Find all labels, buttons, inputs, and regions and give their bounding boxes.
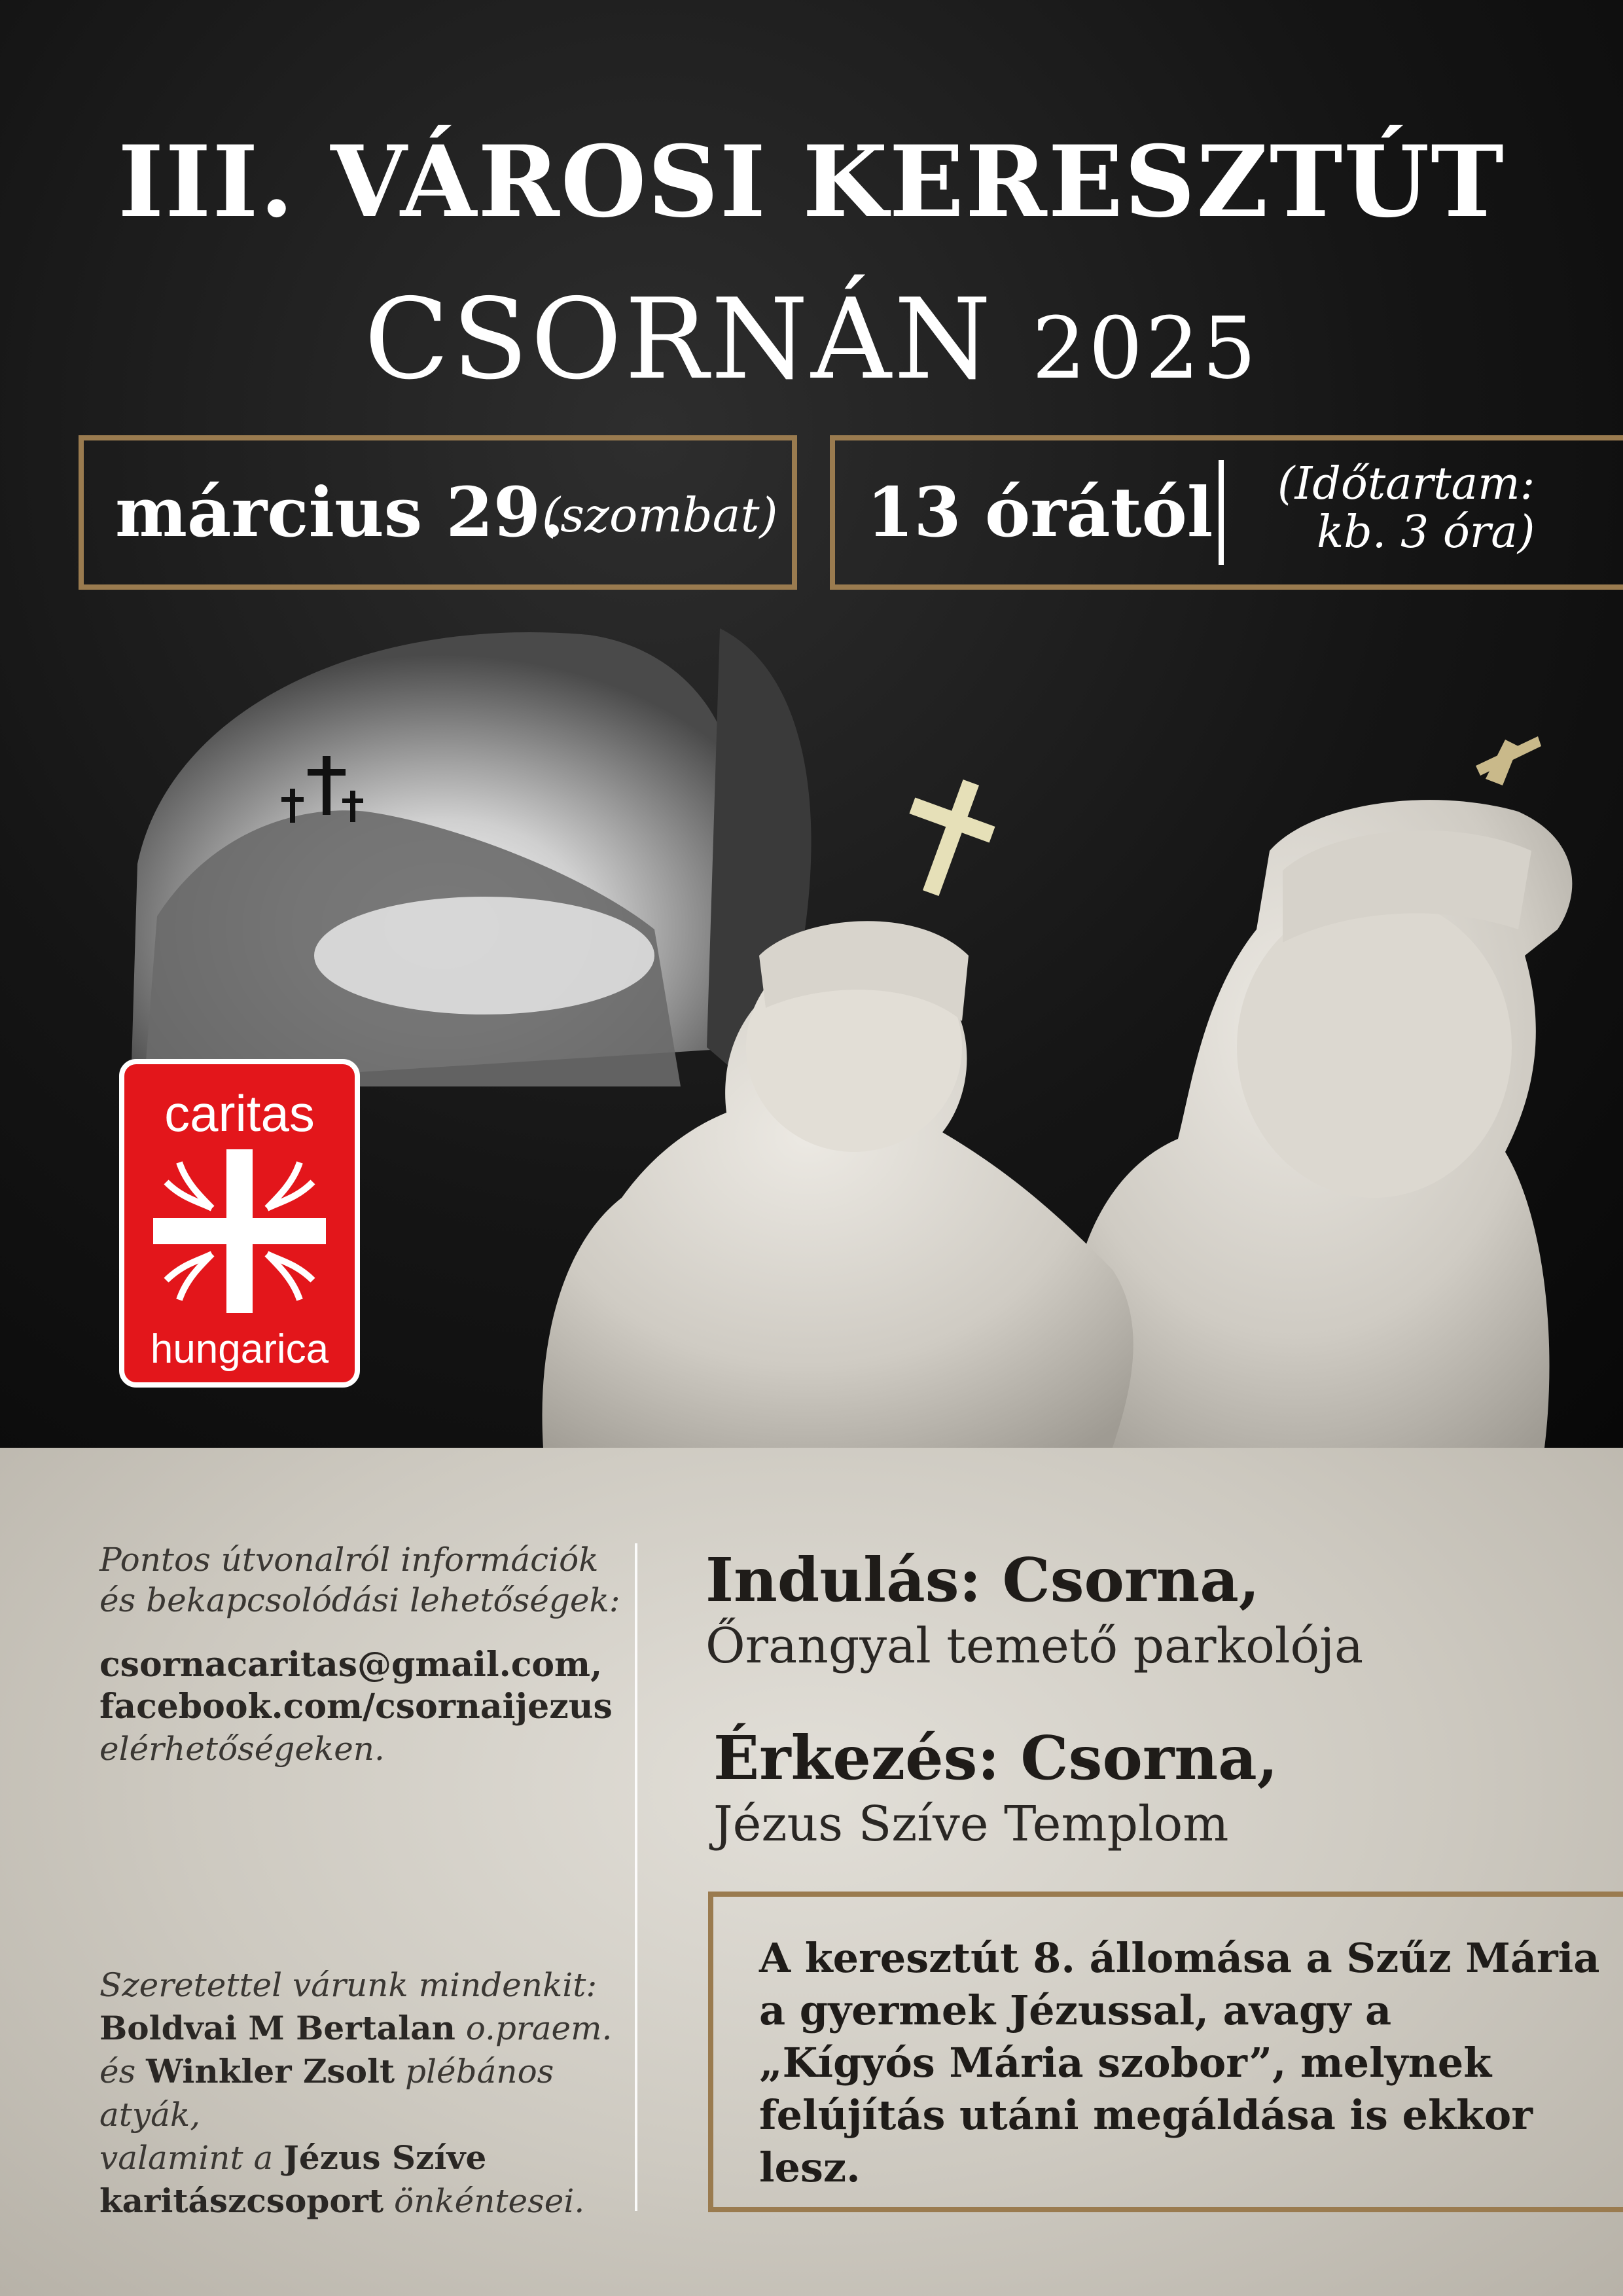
welcome-line-2 <box>99 2007 636 2050</box>
priest-title-1: o.praem. <box>455 2009 613 2047</box>
caritas-cross-icon <box>147 1143 332 1319</box>
time-separator <box>1219 460 1224 565</box>
priest-name-2: Winkler Zsolt <box>146 2052 395 2090</box>
title-year: 2025 <box>1031 298 1259 398</box>
title-line-2 <box>0 275 1623 404</box>
time-box <box>830 435 1623 590</box>
arrival-place: Jézus Szíve Templom <box>713 1796 1229 1852</box>
title-line-1: III. VÁROSI KERESZTÚT <box>118 124 1505 240</box>
logo-hungarica-text: hungarica <box>150 1327 329 1372</box>
caritas-hungarica-logo <box>119 1059 360 1388</box>
date-box <box>79 435 797 590</box>
statue-note-line-4: felújítás utáni megáldása is ekkor lesz. <box>759 2091 1533 2191</box>
welcome-line-4 <box>99 2136 636 2179</box>
duration-line-2: kb. 3 óra) <box>1317 507 1535 558</box>
virgin-mary-statue <box>1069 800 1573 1448</box>
event-date: március 29. <box>115 472 565 552</box>
arrival-heading: Érkezés: Csorna, <box>713 1723 1278 1793</box>
route-info-line-2: és bekapcsolódási lehetőségek: <box>99 1581 620 1619</box>
welcome-and: és <box>99 2053 147 2090</box>
contact-email[interactable]: csornacaritas@gmail.com, <box>99 1645 603 1685</box>
event-start-time: 13 órától <box>866 472 1213 552</box>
departure-place: Őrangyal temető parkolója <box>705 1618 1364 1674</box>
priest-name-1: Boldvai M Bertalan <box>99 2009 455 2047</box>
light-glow <box>314 897 654 1014</box>
contact-facebook[interactable]: facebook.com/csornaijezus <box>99 1687 613 1727</box>
welcome-also: valamint a <box>99 2139 284 2177</box>
contact-block <box>99 1644 623 1770</box>
event-weekday: (szombat) <box>542 488 778 543</box>
welcome-intro: Szeretettel várunk mindenkit: <box>99 1966 597 2004</box>
event-duration <box>1277 460 1605 557</box>
duration-line-1: (Időtartam: <box>1277 458 1535 510</box>
route-info-intro <box>99 1539 623 1621</box>
title-town: CSORNÁN <box>364 275 994 404</box>
statue-note-line-3: „Kígyós Mária szobor”, melynek <box>759 2039 1492 2087</box>
route-info-line-1: Pontos útvonalról információk <box>99 1541 599 1579</box>
logo-caritas-text: caritas <box>164 1085 315 1142</box>
child-crown-cross <box>909 780 995 896</box>
volunteers: önkéntesei. <box>383 2182 585 2220</box>
welcome-line-3 <box>99 2050 636 2136</box>
departure-heading: Indulás: Csorna, <box>705 1545 1260 1615</box>
statue-note-line-1: A keresztút 8. állomása a Szűz Mária <box>759 1934 1600 1982</box>
charity-group: karitászcsoport <box>99 2181 384 2220</box>
statue-note-box <box>708 1892 1623 2212</box>
contact-note: elérhetőségeken. <box>99 1730 385 1768</box>
welcome-block <box>99 1964 636 2223</box>
mother-crown-cross <box>1476 736 1541 785</box>
group-name: Jézus Szíve <box>283 2138 487 2177</box>
priest-title-2: plébános atyák, <box>99 2053 554 2134</box>
statue-note-text <box>759 1932 1610 2194</box>
welcome-line-5 <box>99 2179 636 2223</box>
statue-note-line-2: a gyermek Jézussal, avagy a <box>759 1986 1392 2034</box>
